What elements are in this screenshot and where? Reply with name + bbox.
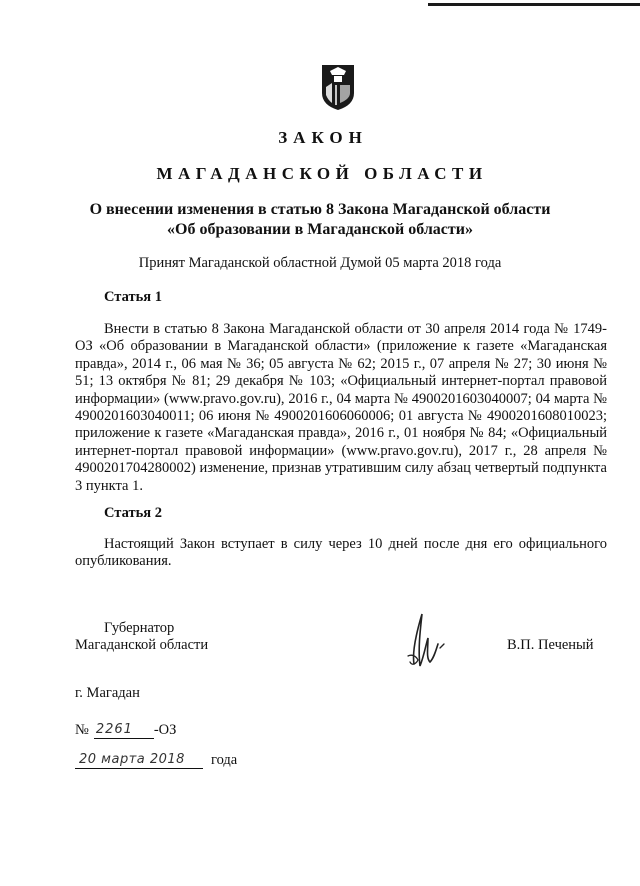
signing-date-line xyxy=(75,748,237,769)
place-of-signing: г. Магадан xyxy=(75,685,140,701)
law-subject xyxy=(60,200,580,240)
law-title: ЗАКОН xyxy=(278,128,368,147)
law-number-field xyxy=(94,720,154,739)
law-number-suffix: -ОЗ xyxy=(153,722,177,738)
article-2-body: Настоящий Закон вступает в силу через 10 дней после дня его официального опубликования. xyxy=(75,536,607,570)
law-subject-line-1: О внесении изменения в статью 8 Закона Магаданской области xyxy=(89,201,551,218)
signing-date-suffix: года xyxy=(211,752,238,768)
scan-edge-mark xyxy=(428,3,640,6)
magadan-coat-of-arms-icon xyxy=(320,63,356,111)
handwritten-signature xyxy=(400,604,450,674)
signing-date-field xyxy=(75,748,203,769)
signatory-title-line-2: Магаданской области xyxy=(75,637,209,653)
signatory-title-line-1: Губернатор xyxy=(104,620,175,636)
article-1-body: Внести в статью 8 Закона Магаданской области от 30 апреля 2014 года № 1749-ОЗ «Об образовании в Магаданской области» (приложение к газете «Магаданская правда», 2014 г., 06 мая № 36; 05 августа № 62; 2015 г., 07 апреля № 27; 30 июня № 51; 13 октября № 81; 29 декабря № 103; «Официальный интернет-портал правовой информации» (www.pravo.gov.ru), 2016 г., 04 марта № 4900201603040007; 04 марта № 4900201603040011; 06 июня № 4900201606060006; 01 августа № 4900201608010023; приложение к газете «Магаданская правда», 2016 г., 01 ноября № 84; «Официальный интернет-портал правовой информации» (www.pravo.gov.ru), 2017 г., 28 апреля № 4900201704280002) изменение, признав утратившим силу абзац четвертый подпункта 3 пункта 1. xyxy=(75,321,607,494)
law-number-line xyxy=(75,720,176,739)
signatory-name: В.П. Печеный xyxy=(507,637,594,653)
signing-date-handwritten: 20 марта 2018 xyxy=(79,752,185,767)
law-subject-line-2: «Об образовании в Магаданской области» xyxy=(167,221,473,238)
adoption-note: Принят Магаданской областной Думой 05 марта 2018 года xyxy=(138,255,502,271)
article-2-heading: Статья 2 xyxy=(104,505,162,521)
region-title: МАГАДАНСКОЙ ОБЛАСТИ xyxy=(156,164,488,183)
law-number-handwritten: 2261 xyxy=(95,722,133,737)
law-number-prefix: № xyxy=(75,722,89,738)
article-1-heading: Статья 1 xyxy=(104,289,162,305)
